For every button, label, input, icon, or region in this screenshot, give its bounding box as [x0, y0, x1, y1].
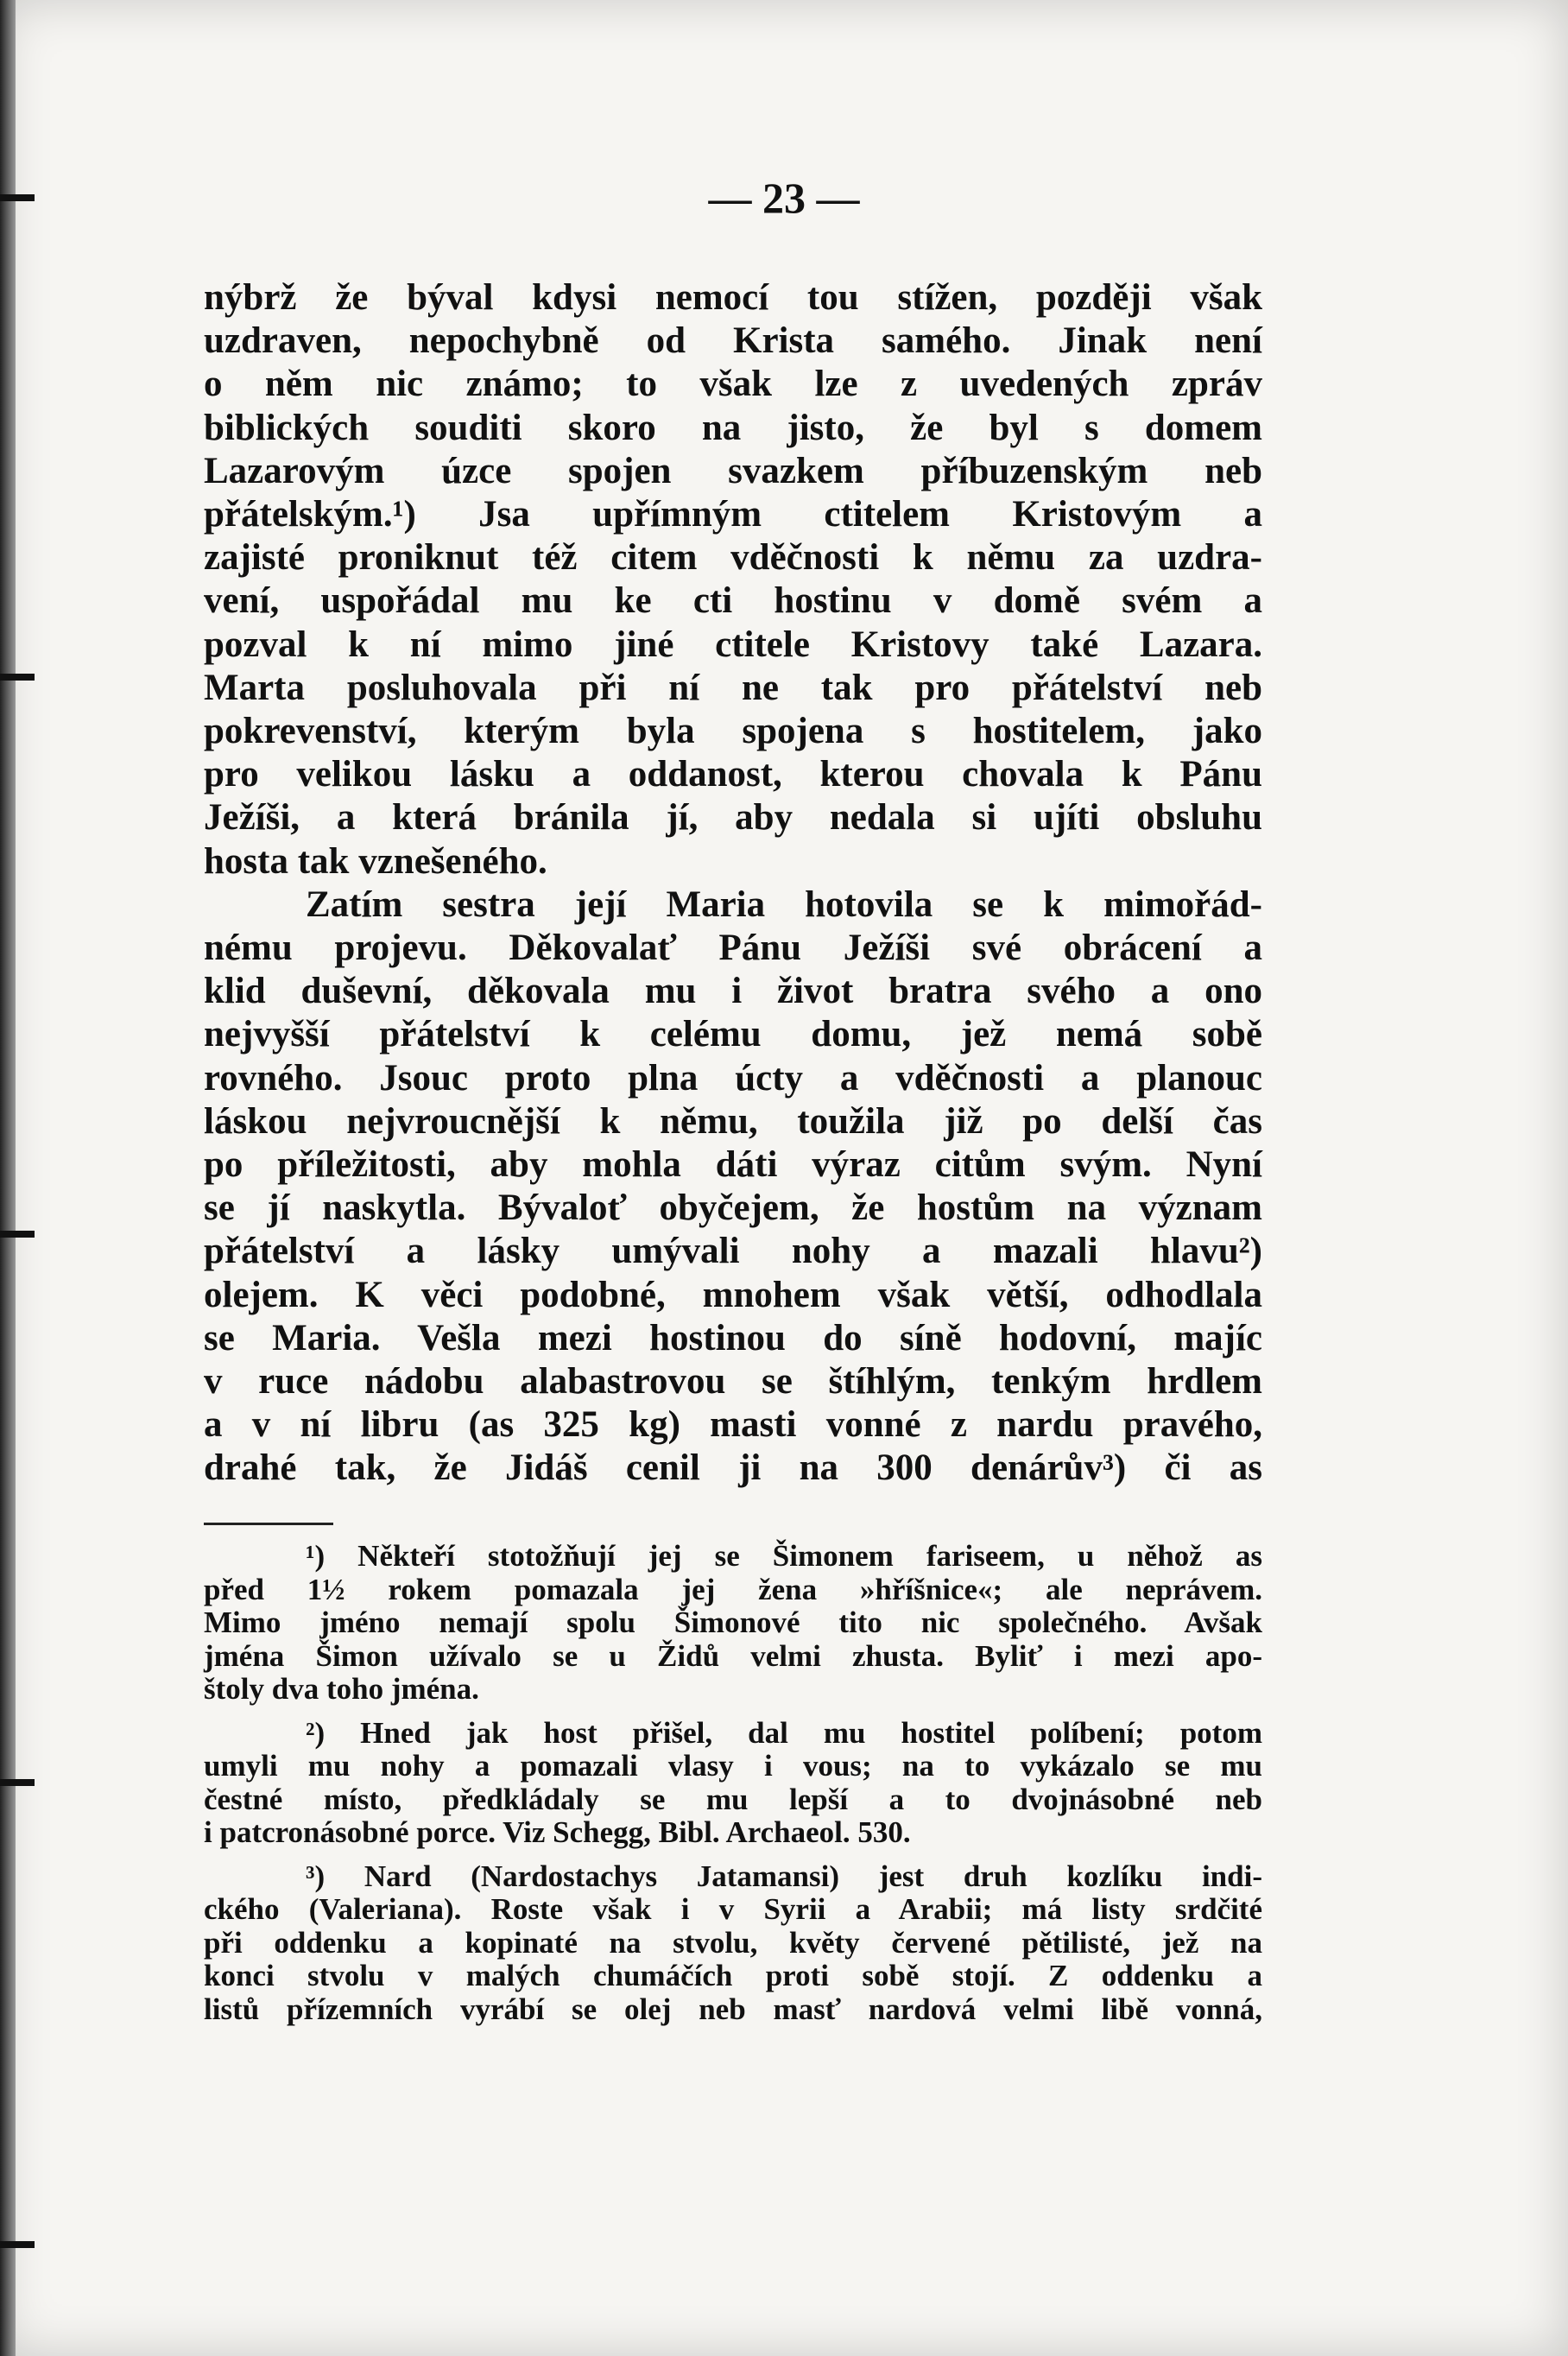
- text-line: pokrevenství, kterým byla spojena s hostitelem, jako: [204, 711, 1262, 752]
- footnote-divider: [204, 1523, 333, 1525]
- page-number: — 23 —: [708, 174, 860, 222]
- footnote-line: konci stvolu v malých chumáčích proti sobě stojí. Z oddenku a: [204, 1959, 1262, 1992]
- text-line: hosta tak vznešeného.: [204, 840, 547, 882]
- text-line: olejem. K věci podobné, mnohem však větší, odhodlala: [204, 1274, 1262, 1315]
- text-line: o něm nic známo; to však lze z uvedených zpráv: [204, 364, 1262, 405]
- footnote-line: ckého (Valeriana). Roste však i v Syrii a Arabii; má listy srdčité: [204, 1892, 1262, 1926]
- footnote-line: ¹) Někteří stotožňují jej se Šimonem fariseem, u něhož as: [306, 1539, 1262, 1573]
- binding-mark: [0, 1231, 35, 1238]
- text-line: nejvyšší přátelství k celému domu, jež nemá sobě: [204, 1014, 1262, 1055]
- binding-mark: [0, 1779, 35, 1786]
- text-line: rovného. Jsouc proto plna úcty a vděčnosti a planouc: [204, 1057, 1262, 1099]
- text-line: přátelským.¹) Jsa upřímným ctitelem Kristovým a: [204, 494, 1262, 535]
- binding-mark: [0, 674, 35, 681]
- footnote-2: [204, 1717, 1262, 1850]
- text-line: Ježíši, a která bránila jí, aby nedala si ujíti obsluhu: [204, 797, 1262, 839]
- text-line: po příležitosti, aby mohla dáti výraz citům svým. Nyní: [204, 1144, 1262, 1186]
- footnote-1: [204, 1540, 1262, 1707]
- text-line: nému projevu. Děkovalať Pánu Ježíši své obrácení a: [204, 928, 1262, 969]
- text-line: vení, uspořádal mu ke cti hostinu v domě svém a: [204, 580, 1262, 622]
- footnote-line: štoly dva toho jména.: [204, 1672, 479, 1706]
- footnote-line: Mimo jméno nemají spolu Šimonové tito nic společného. Avšak: [204, 1606, 1262, 1639]
- text-line: se jí naskytla. Bývaloť obyčejem, že hostům na význam: [204, 1188, 1262, 1229]
- footnote-line: ³) Nard (Nardostachys Jatamansi) jest druh kozlíku indi-: [306, 1859, 1262, 1893]
- footnote-3: [204, 1860, 1262, 2027]
- text-line: přátelství a lásky umývali nohy a mazali hlavu²): [204, 1231, 1262, 1272]
- text-line: pozval k ní mimo jiné ctitele Kristovy také Lazara.: [204, 624, 1262, 665]
- page-edge-shadow: [0, 0, 16, 2356]
- text-line: biblických souditi skoro na jisto, že byl s domem: [204, 407, 1262, 448]
- text-line: uzdraven, nepochybně od Krista samého. Jinak není: [204, 320, 1262, 362]
- footnote-line: jména Šimon užívalo se u Židů velmi zhusta. Byliť i mezi apo-: [204, 1638, 1262, 1673]
- text-line: pro velikou lásku a oddanost, kterou chovala k Pánu: [204, 754, 1262, 795]
- text-line: Zatím sestra její Maria hotovila se k mimořád-: [306, 884, 1262, 925]
- footnote-line: i patcronásobné porce. Viz Schegg, Bibl. Archaeol. 530.: [204, 1815, 911, 1849]
- text-line: klid duševní, děkovala mu i život bratra svého a ono: [204, 971, 1262, 1012]
- text-line: Lazarovým úzce spojen svazkem příbuzenským neb: [204, 450, 1262, 491]
- text-line: láskou nejvroucnější k němu, toužila již po delší čas: [204, 1100, 1262, 1142]
- text-line: a v ní libru (as 325 kg) masti vonné z nardu pravého,: [204, 1404, 1262, 1446]
- footnote-line: umyli mu nohy a pomazali vlasy i vous; na to vykázalo se mu: [204, 1749, 1262, 1783]
- footnote-line: při oddenku a kopinaté na stvolu, květy červené pětilisté, jež na: [204, 1925, 1262, 1960]
- text-line: Marta posluhovala při ní ne tak pro přátelství neb: [204, 667, 1262, 708]
- footnotes: [204, 1540, 1262, 2036]
- footnote-line: před 1½ rokem pomazala jej žena »hříšnice«; ale neprávem.: [204, 1572, 1262, 1606]
- text-line: se Maria. Vešla mezi hostinou do síně hodovní, majíc: [204, 1317, 1262, 1358]
- text-line: v ruce nádobu alabastrovou se štíhlým, tenkým hrdlem: [204, 1361, 1262, 1403]
- text-line: drahé tak, že Jidáš cenil ji na 300 denárův³) či as: [204, 1447, 1262, 1489]
- footnote-line: listů přízemních vyrábí se olej neb masť nardová velmi libě vonná,: [204, 1992, 1262, 2026]
- text-line: zajisté proniknut též citem vděčnosti k němu za uzdra-: [204, 537, 1262, 579]
- binding-mark: [0, 2241, 35, 2248]
- footnote-line: ²) Hned jak host přišel, dal mu hostitel políbení; potom: [306, 1715, 1262, 1750]
- body-text: [204, 276, 1262, 1491]
- footnote-line: čestné místo, předkládaly se mu lepší a to dvojnásobné neb: [204, 1782, 1262, 1816]
- text-line: nýbrž že býval kdysi nemocí tou stížen, později však: [204, 277, 1262, 318]
